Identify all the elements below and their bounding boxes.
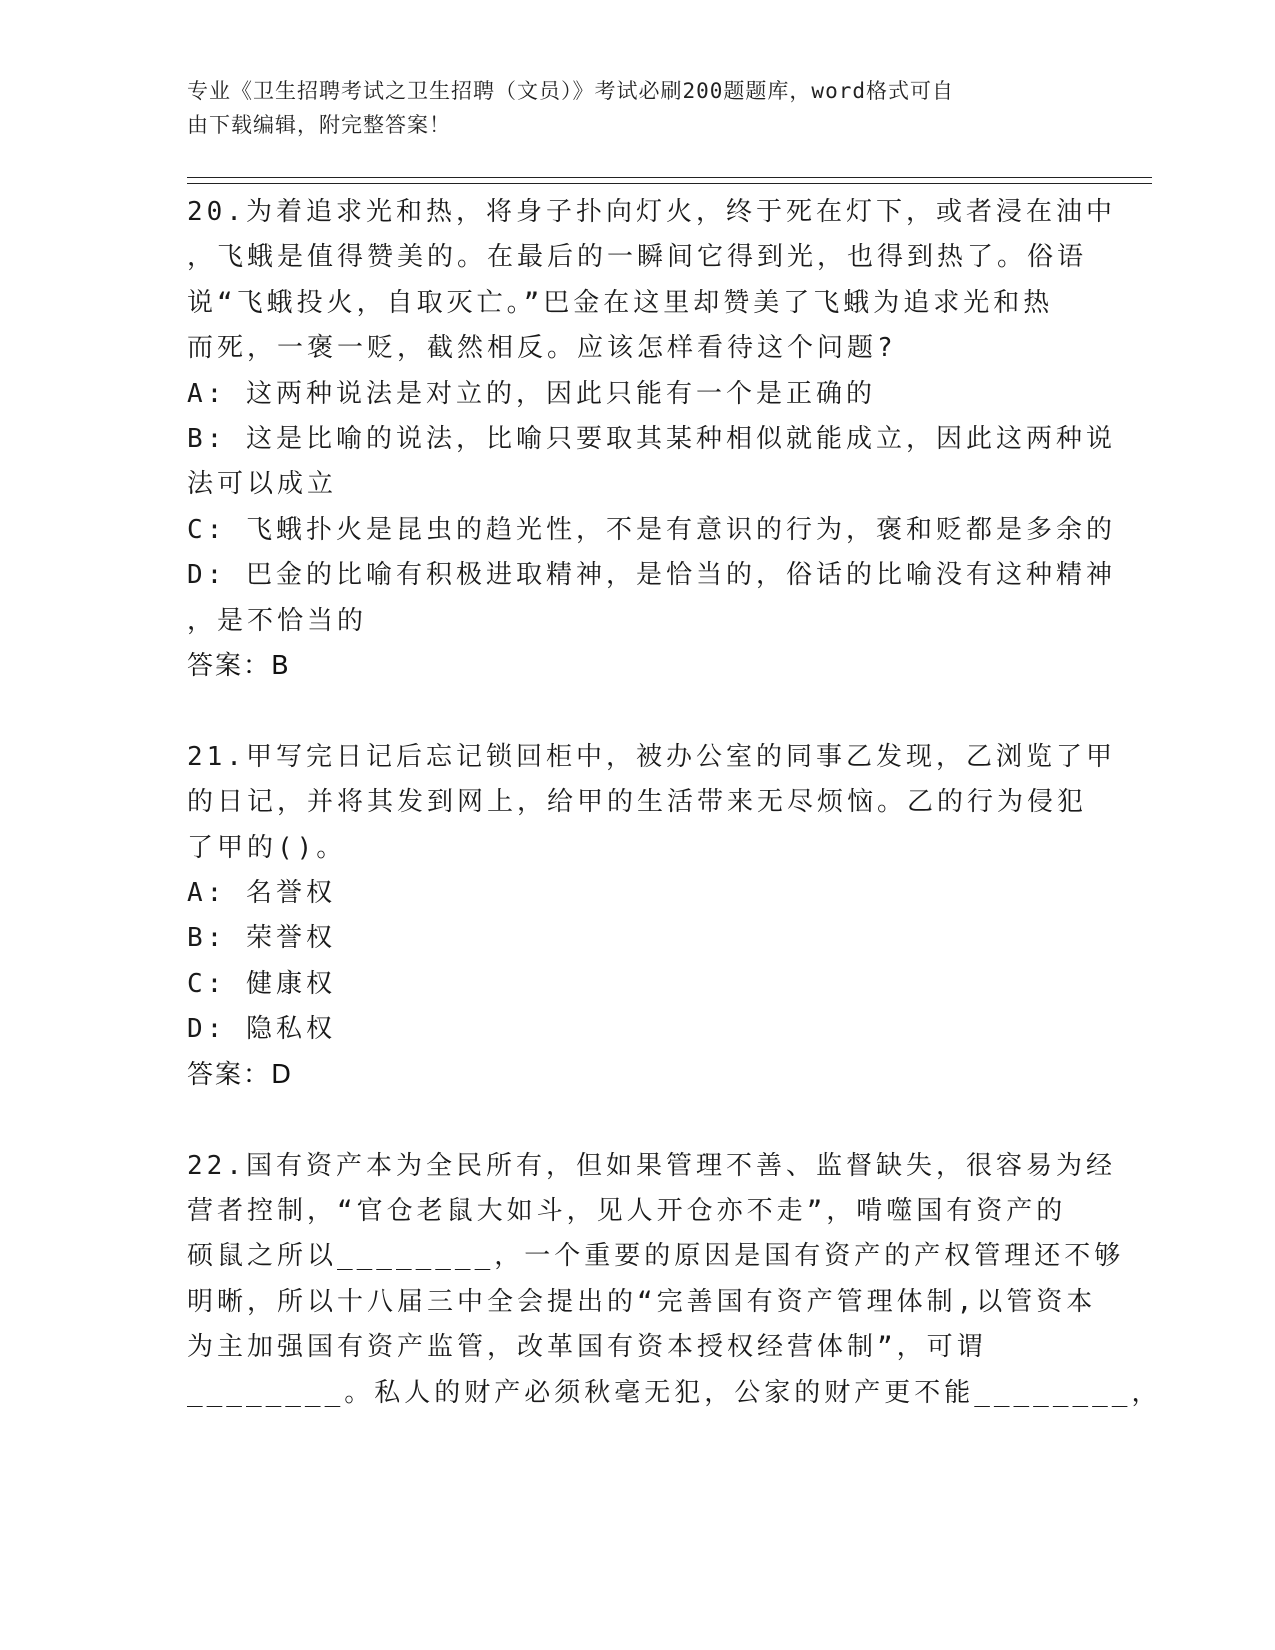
question-block xyxy=(187,190,1116,689)
question-stem-line: 而死，一褒一贬，截然相反。应该怎样看待这个问题? xyxy=(187,333,897,364)
question-stem-line: 22.国有资产本为全民所有，但如果管理不善、监督缺失，很容易为经 xyxy=(187,1150,1116,1181)
question-stem-line: 的日记，并将其发到网上，给甲的生活带来无尽烦恼。乙的行为侵犯 xyxy=(187,787,1088,818)
header-divider-bottom xyxy=(187,183,1152,184)
header-line-1: 专业《卫生招聘考试之卫生招聘（文员）》考试必刷200题题库，word格式可自 xyxy=(187,79,954,103)
question-stem-line: 为主加强国有资产监管，改革国有资本授权经营体制”，可谓 xyxy=(187,1332,987,1363)
option-line: B: 这是比喻的说法，比喻只要取其某种相似就能成立，因此这两种说 xyxy=(187,424,1116,455)
option-line: D: 巴金的比喻有积极进取精神，是恰当的，俗话的比喻没有这种精神 xyxy=(187,560,1116,591)
option-line: 法可以成立 xyxy=(187,469,338,500)
question-stem-line: ________。私人的财产必须秋毫无犯，公家的财产更不能________， xyxy=(187,1377,1162,1408)
option-line: B: 荣誉权 xyxy=(187,923,336,954)
answer-line: 答案：D xyxy=(187,1059,294,1090)
option-line: C: 飞蛾扑火是昆虫的趋光性，不是有意识的行为，褒和贬都是多余的 xyxy=(187,514,1116,545)
question-spacer xyxy=(187,1098,1087,1143)
document-header xyxy=(187,74,1087,142)
header-divider-top xyxy=(187,177,1152,178)
question-stem-line: ，飞蛾是值得赞美的。在最后的一瞬间它得到光，也得到热了。俗语 xyxy=(187,242,1088,273)
question-block xyxy=(187,1144,1162,1416)
option-line: ，是不恰当的 xyxy=(187,605,368,636)
option-line: A: 这两种说法是对立的，因此只能有一个是正确的 xyxy=(187,378,876,409)
question-stem-line: 说“飞蛾投火，自取灭亡。”巴金在这里却赞美了飞蛾为追求光和热 xyxy=(187,287,1054,318)
question-stem-line: 了甲的()。 xyxy=(187,832,347,863)
question-stem-line: 21.甲写完日记后忘记锁回柜中，被办公室的同事乙发现，乙浏览了甲 xyxy=(187,741,1116,772)
question-stem-line: 硕鼠之所以________，一个重要的原因是国有资产的产权管理还不够 xyxy=(187,1241,1125,1272)
option-line: A: 名誉权 xyxy=(187,878,336,909)
header-line-2: 由下载编辑，附完整答案！ xyxy=(187,113,451,137)
question-stem-line: 20.为着追求光和热，将身子扑向灯火，终于死在灯下，或者浸在油中 xyxy=(187,197,1116,227)
option-line: D: 隐私权 xyxy=(187,1014,336,1045)
question-block xyxy=(187,735,1116,1098)
question-stem-line: 营者控制，“官仓老鼠大如斗，见人开仓亦不走”，啃噬国有资产的 xyxy=(187,1195,1067,1226)
question-stem-line: 明晰，所以十八届三中全会提出的“完善国有资产管理体制,以管资本 xyxy=(187,1286,1097,1317)
question-spacer xyxy=(187,689,1087,734)
option-line: C: 健康权 xyxy=(187,968,336,999)
question-list xyxy=(187,190,1162,1416)
answer-line: 答案：B xyxy=(187,651,291,682)
